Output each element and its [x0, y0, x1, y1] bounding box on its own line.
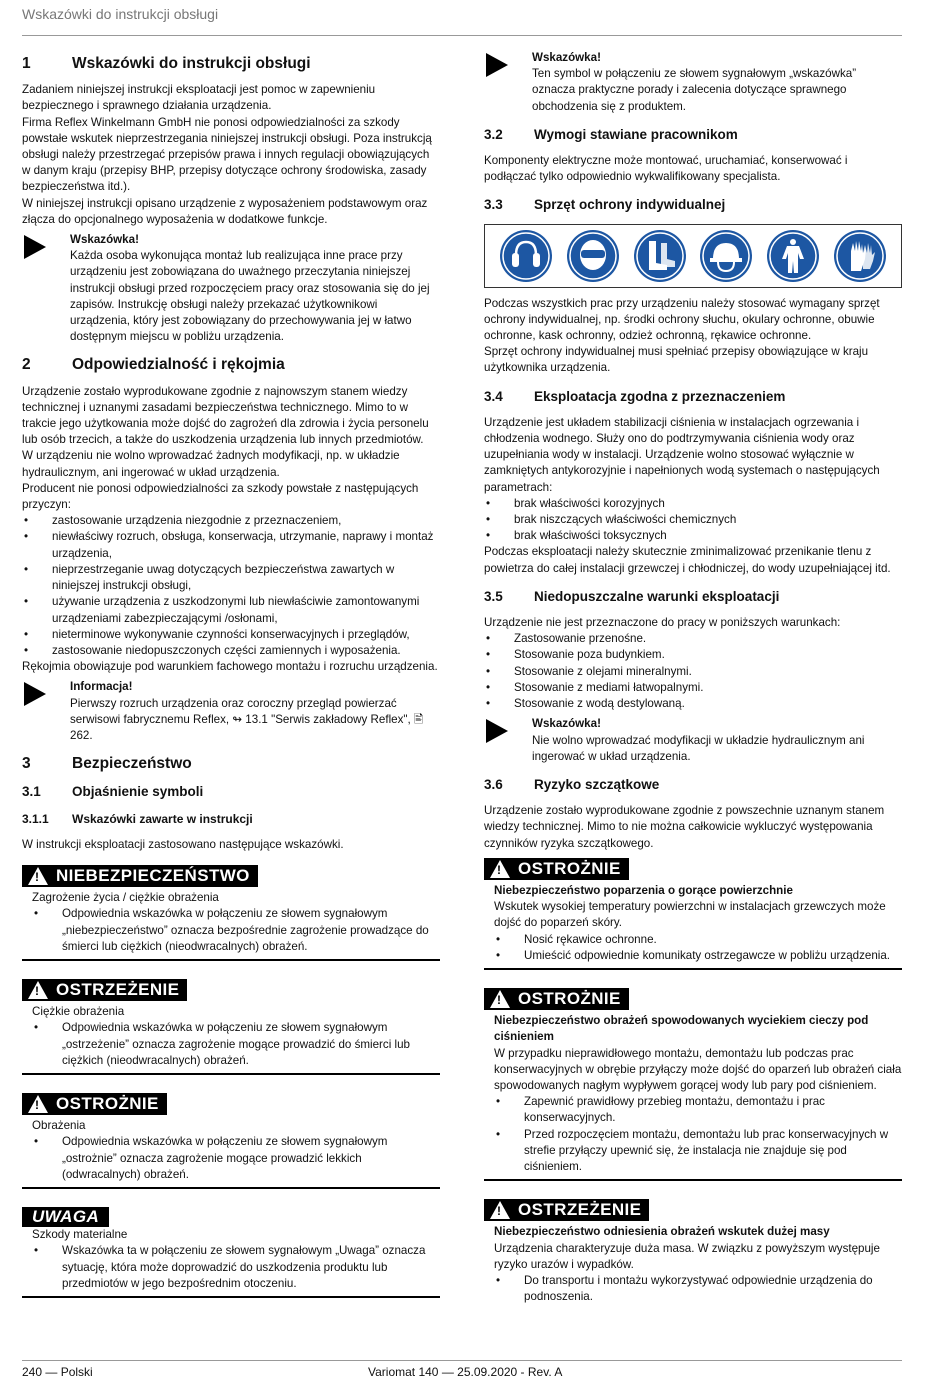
signal-subtitle: Szkody materialne — [32, 1228, 128, 1242]
section-3-6-heading: 3.6 Ryzyko szczątkowe — [484, 776, 660, 792]
list-item: • Odpowiednia wskazówka w połączeniu ze słowem sygnałowym „ostrożnie” oznacza zagrożenie mogące prowadzić lekkich (odwracalnych) obrażeń. — [32, 1134, 440, 1183]
list-item: • Odpowiednia wskazówka w połączeniu ze słowem sygnałowym „ostrzeżenie” oznacza zagrożenie mogące prowadzić do śmierci lub ciężkich (nieodwracalnych) obrażeń. — [32, 1020, 440, 1069]
note-block — [484, 716, 902, 765]
info-title: Informacja! — [70, 680, 133, 694]
list-item: • Zastosowanie przenośne. — [484, 631, 902, 647]
list-item: • Przed rozpoczęciem montażu, demontażu lub prac konserwacyjnych w strefie przyłączy upewnić się, że instalacja nie znajduje się pod ciśnieniem. — [494, 1127, 902, 1176]
list-item: • zastosowanie urządzenia niezgodnie z przeznaczeniem, — [22, 513, 440, 529]
signal-subtitle: Ciężkie obrażenia — [32, 1005, 125, 1019]
list-item: • Stosowanie z mediami łatwopalnymi. — [484, 680, 902, 696]
list-item: • Odpowiednia wskazówka w połączeniu ze słowem sygnałowym „niebezpieczeństwo” oznacza bezpośrednie zagrożenie prowadzące do śmierci lub ciężkich (nieodwracalnych) obrażeń. — [32, 906, 440, 955]
footer-rule — [22, 1360, 902, 1361]
parameters-list — [484, 496, 902, 545]
signal-subtitle: Zagrożenie życia / ciężkie obrażenia — [32, 891, 219, 905]
info-text: Pierwszy rozruch urządzenia oraz coroczny przegląd powierzać serwisowi fabrycznemu Reflex, ↬ 13.1 "Serwis zakładowy Reflex", 🖹 262. — [70, 696, 424, 742]
list-item: • używanie urządzenia z uszkodzonymi lub niewłaściwie zamontowanymi urządzeniami zabezpieczającymi /osłonami, — [22, 594, 440, 626]
s2-paragraph: Producent nie ponosi odpowiedzialności za szkody powstałe z następujących przyczyn: — [22, 481, 419, 512]
section-3-3-heading: 3.3 Sprzęt ochrony indywidualnej — [484, 197, 726, 213]
list-item: • Wskazówka ta w połączeniu ze słowem sygnałowym „Uwaga” oznacza sytuację, która może doprowadzić do uszkodzenia produktu lub przedmiotów w jego bezpośrednim otoczeniu. — [32, 1243, 440, 1292]
section-3-5-heading: 3.5 Niedopuszczalne warunki eksploatacji — [484, 588, 780, 604]
section-1-heading: 1 Wskazówki do instrukcji obsługi — [22, 55, 311, 72]
residual-risk-weight — [484, 1187, 902, 1309]
signal-word-badge: ! OSTROŻNIE — [484, 858, 629, 880]
warning-title: Niebezpieczeństwo poparzenia o gorące powierzchnie — [494, 883, 793, 897]
s36-paragraph: Urządzenie zostało wyprodukowane zgodnie z powszechnie uznanym stanem wiedzy technicznej. Mimo to nie można całkowicie wykluczyć występowania czynników ryzyka szczątkowego. — [484, 804, 885, 850]
signal-word-badge: ! NIEBEZPIECZEŃSTWO — [22, 865, 258, 887]
signal-word-badge: ! OSTRZEŻENIE — [22, 979, 187, 1001]
ear-protection-icon — [499, 229, 553, 283]
conditions-list — [484, 631, 902, 712]
list-item: • Stosowanie poza budynkiem. — [484, 647, 902, 663]
section-3-4-heading: 3.4 Eksploatacja zgodna z przeznaczeniem — [484, 388, 786, 404]
s2-paragraph: Urządzenie zostało wyprodukowane zgodnie z najnowszym stanem wiedzy technicznej i uznanymi zasadami bezpieczeństwa technicznego. Mimo to w trakcie jego użytkowania może dojść do zagrożeń dla zdrowia i życia personelu lub osób trzecich, a także do uszkodzenia urządzenia lub innych przedmiotów. — [22, 384, 429, 447]
play-arrow-icon — [24, 682, 46, 706]
signal-warning — [22, 967, 440, 1075]
warning-triangle-icon — [490, 860, 510, 878]
s32-text: Komponenty elektryczne może montować, uruchamiać, konserwować i podłączać tylko odpowiednio wykwalifikowany specjalista. — [484, 154, 848, 184]
s34-paragraph: Urządzenie jest układem stabilizacji ciśnienia w instalacjach ogrzewania i chłodzenia wodnego. Służy ono do podtrzymywania ciśnienia wody oraz uzupełniania wody w instalacji. Urządzenie wolno stosować wyłącznie w zamkniętych antykorozyjnie i napełnionych wodą systemach o następujących parametrach: — [484, 415, 880, 494]
play-arrow-icon — [486, 53, 508, 77]
list-item: • Do transportu i montażu wykorzystywać odpowiednie urządzenia do podnoszenia. — [494, 1273, 902, 1305]
list-item: • brak właściwości toksycznych — [484, 528, 902, 544]
list-item: • Zapewnić prawidłowy przebieg montażu, demontażu i prac konserwacyjnych. — [494, 1094, 902, 1126]
list-item: • nieterminowe wykonywanie czynności konserwacyjnych i przeglądów, — [22, 627, 440, 643]
play-arrow-icon — [486, 719, 508, 743]
section-3-2-heading: 3.2 Wymogi stawiane pracownikom — [484, 126, 738, 142]
warning-title: Niebezpieczeństwo odniesienia obrażeń wskutek dużej masy — [494, 1225, 830, 1239]
s2-paragraph: Rękojmia obowiązuje pod warunkiem fachowego montażu i rozruchu urządzenia. — [22, 660, 438, 674]
note-text: Każda osoba wykonująca montaż lub realizująca inne prace przy urządzeniu jest zobowiązana do uważnego przeczytania niniejszej instrukcji obsługi przed rozpoczęciem pracy oraz stosowania się do jej zapisów. Instrukcję obsługi należy przekazać użytkownikowi urządzenia, który jest zobowiązany do przechowywania jej w łatwo dostępnym miejscu w pobliżu urządzenia. — [70, 249, 430, 344]
note-text: Nie wolno wprowadzać modyfikacji w układzie hydraulicznym ani ingerować w układ urządzenia. — [532, 733, 865, 763]
note-block — [22, 232, 440, 345]
warning-triangle-icon — [28, 867, 48, 885]
helmet-icon — [699, 229, 753, 283]
list-item: • nieprzestrzeganie uwag dotyczących bezpieczeństwa zawartych w niniejszej instrukcji obsługi, — [22, 562, 440, 594]
s2-paragraph: W urządzeniu nie wolno wprowadzać żadnych modyfikacji, np. w układzie hydraulicznym, ani ingerować w układ urządzenia. — [22, 449, 400, 479]
s35-paragraph: Urządzenie nie jest przeznaczone do pracy w poniższych warunkach: — [484, 616, 841, 630]
list-item: • Umieścić odpowiednie komunikaty ostrzegawcze w pobliżu urządzenia. — [494, 948, 902, 964]
list-item: • brak właściwości korozyjnych — [484, 496, 902, 512]
note-text: Ten symbol w połączeniu ze słowem sygnałowym „wskazówka” oznacza praktyczne porady i zalecenia dotyczące sprawnego obchodzenia się z produktem. — [532, 67, 857, 113]
ppe-icon-strip — [484, 224, 902, 288]
document-info: Variomat 140 — 25.09.2020 - Rev. A — [368, 1365, 563, 1379]
s1-paragraph: Zadaniem niniejszej instrukcji eksploatacji jest pomoc w zapewnieniu bezpiecznego i sprawnego działania urządzenia. — [22, 83, 376, 113]
signal-word-badge: UWAGA — [22, 1207, 109, 1227]
section-3-heading: 3 Bezpieczeństwo — [22, 755, 192, 773]
signal-danger — [22, 853, 440, 961]
left-column — [22, 44, 440, 1304]
running-header: Wskazówki do instrukcji obsługi — [22, 6, 219, 22]
safety-boots-icon — [633, 229, 687, 283]
note-title: Wskazówka! — [532, 51, 601, 64]
warning-triangle-icon — [28, 981, 48, 999]
signal-caution — [22, 1081, 440, 1189]
warning-text: Wskutek wysokiej temperatury powierzchni w instalacjach grzewczych może dojść do poparzeń skóry. — [494, 900, 886, 930]
signal-subtitle: Obrażenia — [32, 1119, 86, 1133]
goggles-icon — [566, 229, 620, 283]
section-3-1-1-heading: 3.1.1 Wskazówki zawarte w instrukcji — [22, 811, 253, 826]
list-item: • Stosowanie z olejami mineralnymi. — [484, 664, 902, 680]
s3-intro: W instrukcji eksploatacji zastosowano następujące wskazówki. — [22, 837, 344, 851]
warning-text: W przypadku nieprawidłowego montażu, demontażu lub podczas prac konserwacyjnych w obrębie przyłączy może dojść do oparzeń lub obrażeń ciała spowodowanych nagłym wypływem gorącej wody lub pary pod ciśnieniem. — [494, 1046, 902, 1092]
info-block — [22, 679, 440, 744]
header-rule — [22, 35, 902, 36]
note-block — [484, 50, 902, 115]
list-item: • Nosić rękawice ochronne. — [494, 932, 902, 948]
s34-paragraph: Podczas eksploatacji należy skutecznie zminimalizować przenikanie tlenu z powietrza do całej instalacji grzewczej i chłodniczej, do wody uzupełniającej itd. — [484, 545, 891, 575]
s1-paragraph: Firma Reflex Winkelmann GmbH nie ponosi odpowiedzialności za szkody powstałe wskutek nieprzestrzegania niniejszej instrukcji obsługi. Poza instrukcją obsługi należy przestrzegać przepisów prawa i innych regulacji obowiązujących w danym kraju (przepisy BHP, przepisy dotyczące ochrony środowiska, zasady bezpieczeństwa itd.). — [22, 115, 432, 194]
list-item: • niewłaściwy rozruch, obsługa, konserwacja, utrzymanie, naprawy i montaż urządzenia, — [22, 529, 440, 561]
gloves-icon — [833, 229, 887, 283]
list-item: • Stosowanie z wodą destylowaną. — [484, 696, 902, 712]
residual-risk-pressure — [484, 976, 902, 1181]
signal-word-badge: ! OSTROŻNIE — [22, 1093, 167, 1115]
list-item: • zastosowanie niedopuszczonych części zamiennych i wyposażenia. — [22, 643, 440, 659]
warning-title: Niebezpieczeństwo obrażeń spowodowanych wyciekiem cieczy pod ciśnieniem — [494, 1014, 869, 1044]
warning-triangle-icon — [28, 1095, 48, 1113]
signal-word-badge: ! OSTROŻNIE — [484, 988, 629, 1010]
note-title: Wskazówka! — [70, 233, 139, 247]
section-2-heading: 2 Odpowiedzialność i rękojmia — [22, 356, 285, 374]
s1-paragraph: W niniejszej instrukcji opisano urządzenie z wyposażeniem podstawowym oraz złącza do opcjonalnego wyposażenia w dodatkowe funkcje. — [22, 196, 428, 226]
protective-suit-icon — [766, 229, 820, 283]
s33-paragraph: Podczas wszystkich prac przy urządzeniu należy stosować wymagany sprzęt ochrony indywidualnej, np. środki ochrony słuchu, okulary ochronne, obuwie ochronne, kask ochronny, odzież ochronną, rękawice ochronne. — [484, 296, 880, 343]
list-item: • brak niszczących właściwości chemicznych — [484, 512, 902, 528]
signal-word-badge: ! OSTRZEŻENIE — [484, 1199, 649, 1221]
s33-paragraph: Sprzęt ochrony indywidualnej musi spełniać przepisy obowiązujące w kraju użytkownika urządzenia. — [484, 345, 869, 375]
play-arrow-icon — [24, 235, 46, 259]
warning-text: Urządzenia charakteryzuje duża masa. W związku z powyższym występuje ryzyko urazów i wypadków. — [494, 1241, 880, 1271]
signal-notice — [22, 1195, 440, 1298]
warning-triangle-icon — [490, 990, 510, 1008]
note-title: Wskazówka! — [532, 717, 601, 731]
warning-triangle-icon — [490, 1201, 510, 1219]
right-column — [484, 44, 902, 1315]
page-number: 240 — Polski — [22, 1365, 93, 1379]
liability-list — [22, 513, 440, 659]
section-3-1-heading: 3.1 Objaśnienie symboli — [22, 784, 204, 800]
residual-risk-burn — [484, 846, 902, 970]
